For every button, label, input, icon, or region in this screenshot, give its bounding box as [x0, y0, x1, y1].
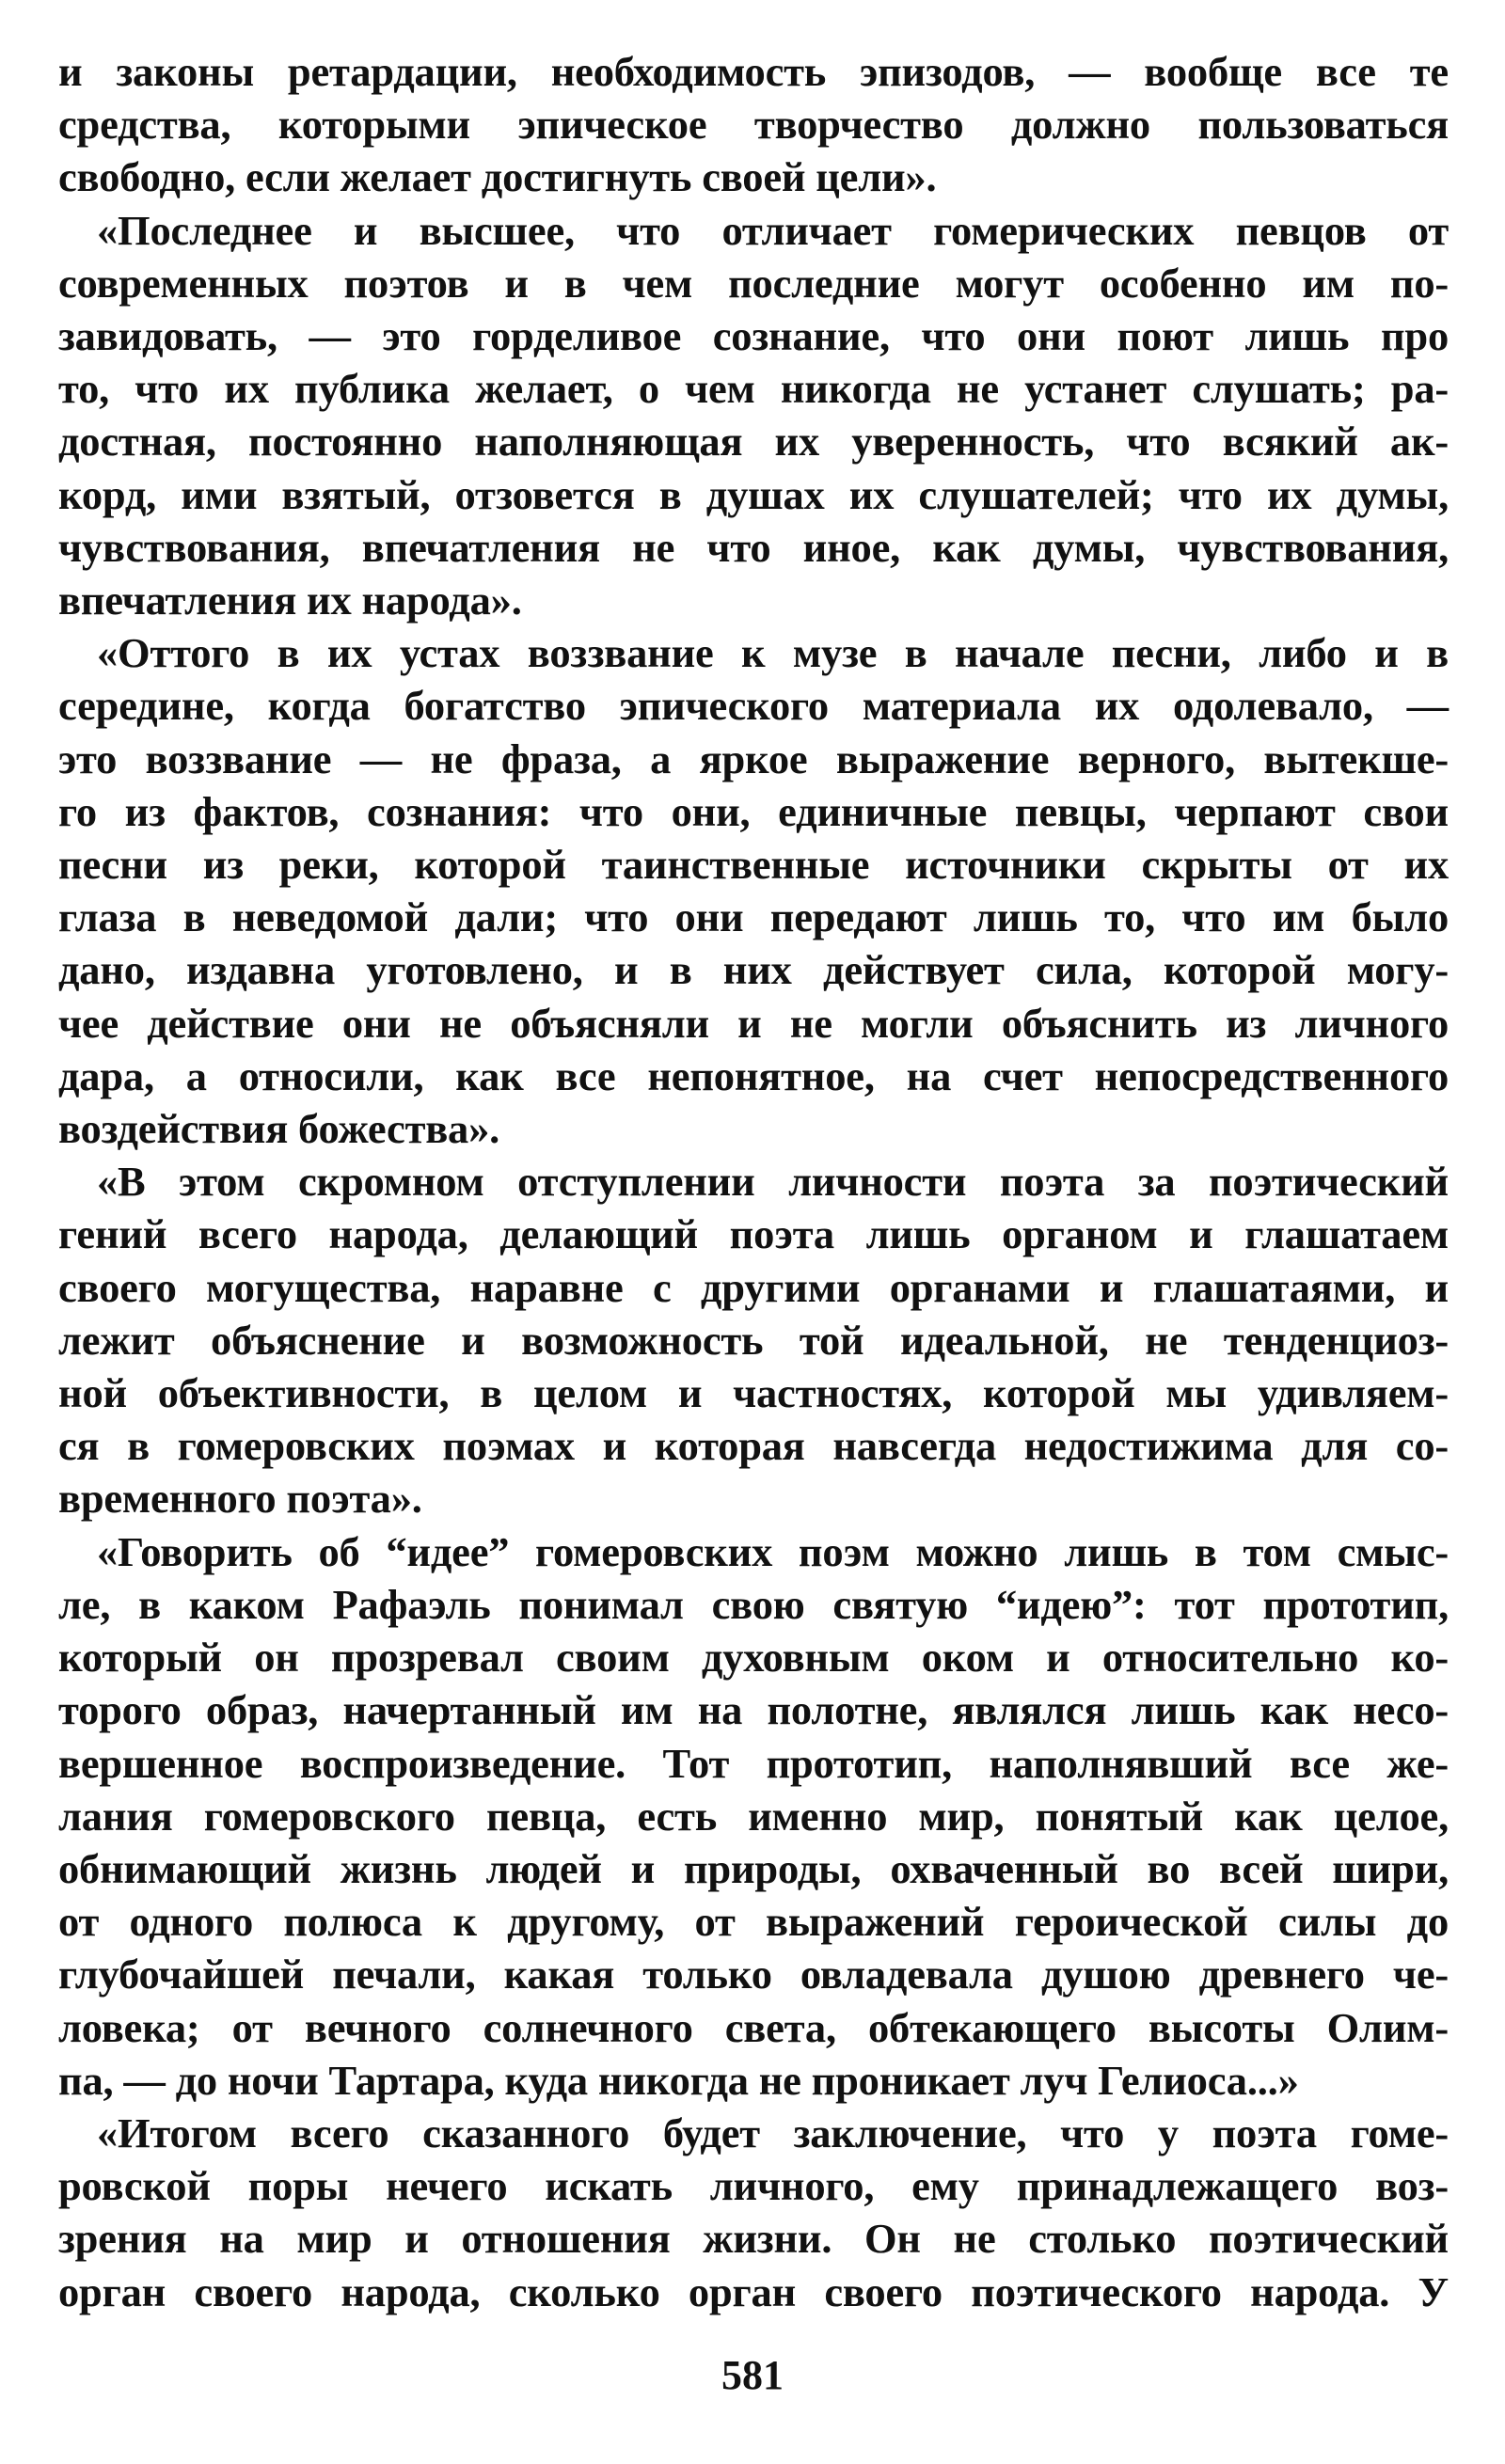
text-line: это воззвание — не фраза, а яркое выражение верного, вытекше-	[58, 734, 1449, 782]
paragraph	[58, 1155, 1449, 1524]
text-line: глубочайшей печали, какая только овладевала душою древнего че-	[58, 1951, 1449, 1998]
text-line: то, что их публика желает, о чем никогда не устанет слушать; ра-	[58, 365, 1449, 413]
text-line: ной объективности, в целом и частностях, которой мы удивляем-	[58, 1369, 1449, 1417]
paragraph	[58, 45, 1449, 204]
text-line: чее действие они не объясняли и не могли объяснить из личного	[58, 999, 1449, 1047]
text-line: песни из реки, которой таинственные источники скрыты от их	[58, 841, 1449, 889]
paragraph	[58, 1525, 1449, 2107]
text-line: «Говорить об “идее” гомеровских поэм можно лишь в том смыс-	[97, 1527, 1449, 1575]
text-line: го из фактов, сознания: что они, единичные певцы, черпают свои	[58, 787, 1449, 835]
text-line: обнимающий жизнь людей и природы, охваченный во всей шири,	[58, 1844, 1449, 1892]
text-line: «Оттого в их устах воззвание к музе в начале песни, либо и в	[97, 629, 1449, 677]
text-line: ровской поры нечего искать личного, ему принадлежащего воз-	[58, 2162, 1449, 2210]
text-line: который он прозревал своим духовным оком и относительно ко-	[58, 1634, 1449, 1682]
paragraph	[58, 204, 1449, 627]
text-line: орган своего народа, сколько орган своего поэтического народа. У	[58, 2267, 1449, 2315]
text-line: современных поэтов и в чем последние могут особенно им по-	[58, 259, 1449, 307]
text-line: торого образ, начертанный им на полотне, являлся лишь как несо-	[58, 1686, 1449, 1734]
text-line: ся в гомеровских поэмах и которая навсегда недостижима для со-	[58, 1422, 1449, 1470]
text-line: ловека; от вечного солнечного света, обтекающего высоты Олим-	[58, 2003, 1449, 2051]
text-line: зрения на мир и отношения жизни. Он не столько поэтический	[58, 2215, 1449, 2263]
text-line: достная, постоянно наполняющая их уверенность, что всякий ак-	[58, 418, 1449, 466]
text-line: своего могущества, наравне с другими органами и глашатаями, и	[58, 1263, 1449, 1311]
text-line: гений всего народа, делающий поэта лишь органом и глашатаем	[58, 1210, 1449, 1258]
text-line: середине, когда богатство эпического материала их одолевало, —	[58, 682, 1449, 730]
text-line: воздействия божества».	[58, 1105, 500, 1153]
text-line: дано, издавна уготовлено, и в них действует сила, которой могу-	[58, 946, 1449, 994]
paragraph	[58, 2107, 1449, 2318]
text-line: лежит объяснение и возможность той идеальной, не тенденциоз-	[58, 1316, 1449, 1364]
text-line: дара, а относили, как все непонятное, на счет непосредственного	[58, 1051, 1449, 1099]
text-line: от одного полюса к другому, от выражений героической силы до	[58, 1898, 1449, 1946]
text-line: корд, ими взятый, отзовется в душах их слушателей; что их думы,	[58, 470, 1449, 518]
page-body	[58, 45, 1449, 2318]
text-line: «Последнее и высшее, что отличает гомерических певцов от	[97, 206, 1449, 254]
text-line: ле, в каком Рафаэль понимал свою святую “идею”: тот прототип,	[58, 1580, 1449, 1628]
text-line: впечатления их народа».	[58, 577, 522, 624]
text-line: средства, которыми эпическое творчество должно пользоваться	[58, 101, 1449, 149]
text-line: временного поэта».	[58, 1475, 422, 1523]
text-line: «В этом скромном отступлении личности поэта за поэтический	[97, 1158, 1449, 1206]
page-number: 581	[721, 2352, 784, 2398]
text-line: «Итогом всего сказанного будет заключение, что у поэта гоме-	[97, 2109, 1449, 2156]
paragraph	[58, 626, 1449, 1155]
text-line: свободно, если желает достигнуть своей цели».	[58, 153, 937, 201]
text-line: вершенное воспроизведение. Тот прототип, наполнявший все же-	[58, 1739, 1449, 1787]
text-line: лания гомеровского певца, есть именно мир, понятый как целое,	[58, 1792, 1449, 1840]
text-line: чувствования, впечатления не что иное, как думы, чувствования,	[58, 523, 1449, 571]
text-line: завидовать, — это горделивое сознание, что они поют лишь про	[58, 312, 1449, 360]
text-line: глаза в неведомой дали; что они передают лишь то, что им было	[58, 893, 1449, 941]
text-line: па, — до ночи Тартара, куда никогда не проникает луч Гелиоса...»	[58, 2056, 1299, 2104]
text-line: и законы ретардации, необходимость эпизодов, — вообще все те	[58, 48, 1449, 95]
